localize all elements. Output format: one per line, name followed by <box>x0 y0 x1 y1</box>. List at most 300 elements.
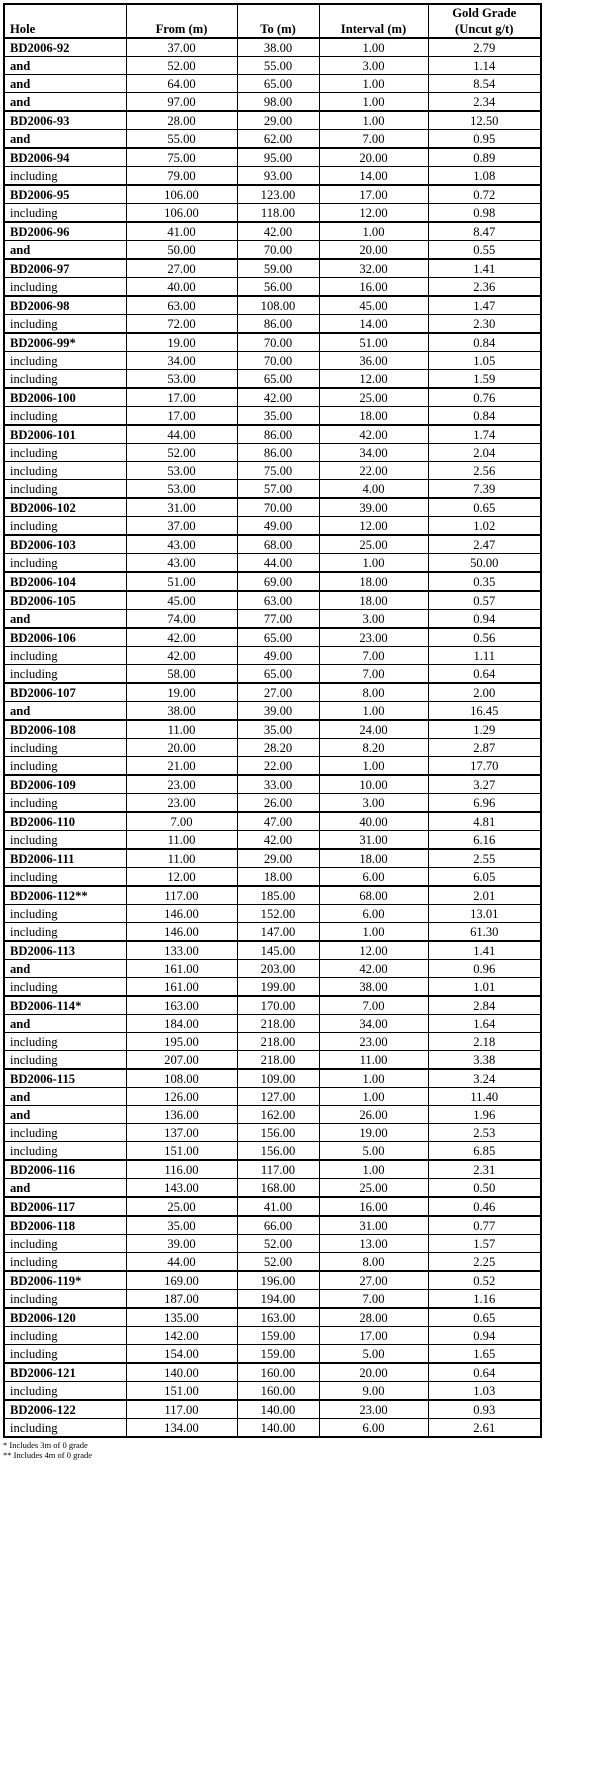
cell-hole: and <box>4 702 126 721</box>
cell-hole: including <box>4 462 126 480</box>
cell-from: 11.00 <box>126 720 237 739</box>
cell-hole: BD2006-115 <box>4 1069 126 1088</box>
cell-from: 151.00 <box>126 1142 237 1161</box>
cell-gold-grade: 2.87 <box>428 739 541 757</box>
header-to: To (m) <box>237 4 319 38</box>
cell-interval: 23.00 <box>319 1400 428 1419</box>
cell-to: 170.00 <box>237 996 319 1015</box>
cell-interval: 51.00 <box>319 333 428 352</box>
cell-hole: including <box>4 665 126 684</box>
cell-gold-grade: 2.18 <box>428 1033 541 1051</box>
cell-from: 134.00 <box>126 1419 237 1438</box>
cell-gold-grade: 2.31 <box>428 1160 541 1179</box>
table-row <box>4 1235 541 1253</box>
cell-gold-grade: 6.16 <box>428 831 541 850</box>
table-row <box>4 1290 541 1309</box>
cell-from: 44.00 <box>126 425 237 444</box>
cell-from: 51.00 <box>126 572 237 591</box>
table-row <box>4 1051 541 1070</box>
cell-to: 145.00 <box>237 941 319 960</box>
cell-from: 64.00 <box>126 75 237 93</box>
table-row <box>4 1015 541 1033</box>
cell-gold-grade: 11.40 <box>428 1088 541 1106</box>
cell-hole: BD2006-99* <box>4 333 126 352</box>
table-row <box>4 720 541 739</box>
cell-to: 86.00 <box>237 425 319 444</box>
cell-hole: BD2006-97 <box>4 259 126 278</box>
cell-interval: 18.00 <box>319 591 428 610</box>
table-row <box>4 665 541 684</box>
cell-hole: including <box>4 407 126 426</box>
cell-from: 7.00 <box>126 812 237 831</box>
cell-interval: 6.00 <box>319 905 428 923</box>
cell-to: 127.00 <box>237 1088 319 1106</box>
cell-from: 75.00 <box>126 148 237 167</box>
cell-interval: 1.00 <box>319 222 428 241</box>
cell-gold-grade: 1.02 <box>428 517 541 536</box>
cell-gold-grade: 2.56 <box>428 462 541 480</box>
cell-from: 72.00 <box>126 315 237 334</box>
cell-hole: and <box>4 1179 126 1198</box>
cell-to: 52.00 <box>237 1253 319 1272</box>
cell-to: 59.00 <box>237 259 319 278</box>
cell-interval: 1.00 <box>319 1088 428 1106</box>
cell-to: 47.00 <box>237 812 319 831</box>
table-row <box>4 222 541 241</box>
cell-from: 117.00 <box>126 886 237 905</box>
cell-hole: including <box>4 1382 126 1401</box>
cell-gold-grade: 0.56 <box>428 628 541 647</box>
cell-interval: 18.00 <box>319 849 428 868</box>
cell-from: 42.00 <box>126 628 237 647</box>
cell-to: 29.00 <box>237 849 319 868</box>
cell-to: 57.00 <box>237 480 319 499</box>
table-row <box>4 960 541 978</box>
cell-gold-grade: 6.96 <box>428 794 541 813</box>
cell-interval: 3.00 <box>319 794 428 813</box>
cell-from: 23.00 <box>126 775 237 794</box>
cell-gold-grade: 0.84 <box>428 407 541 426</box>
header-gold-grade <box>428 4 541 38</box>
cell-interval: 39.00 <box>319 498 428 517</box>
cell-to: 152.00 <box>237 905 319 923</box>
cell-hole: BD2006-94 <box>4 148 126 167</box>
header-from: From (m) <box>126 4 237 38</box>
cell-interval: 17.00 <box>319 185 428 204</box>
cell-interval: 5.00 <box>319 1345 428 1364</box>
cell-gold-grade: 0.93 <box>428 1400 541 1419</box>
cell-interval: 34.00 <box>319 1015 428 1033</box>
cell-from: 108.00 <box>126 1069 237 1088</box>
header-gold-grade-line1: Gold Grade <box>452 6 517 20</box>
cell-from: 37.00 <box>126 517 237 536</box>
cell-interval: 20.00 <box>319 148 428 167</box>
cell-gold-grade: 3.24 <box>428 1069 541 1088</box>
cell-from: 146.00 <box>126 923 237 942</box>
cell-gold-grade: 0.65 <box>428 1308 541 1327</box>
cell-from: 136.00 <box>126 1106 237 1124</box>
cell-to: 218.00 <box>237 1015 319 1033</box>
cell-hole: BD2006-112** <box>4 886 126 905</box>
cell-from: 53.00 <box>126 462 237 480</box>
cell-from: 20.00 <box>126 739 237 757</box>
cell-hole: BD2006-118 <box>4 1216 126 1235</box>
cell-gold-grade: 0.94 <box>428 1327 541 1345</box>
cell-hole: BD2006-101 <box>4 425 126 444</box>
cell-hole: BD2006-116 <box>4 1160 126 1179</box>
cell-interval: 25.00 <box>319 1179 428 1198</box>
cell-gold-grade: 1.11 <box>428 647 541 665</box>
cell-hole: including <box>4 444 126 462</box>
table-row <box>4 683 541 702</box>
cell-to: 26.00 <box>237 794 319 813</box>
cell-gold-grade: 2.34 <box>428 93 541 112</box>
cell-interval: 1.00 <box>319 757 428 776</box>
cell-gold-grade: 0.46 <box>428 1197 541 1216</box>
cell-interval: 8.00 <box>319 683 428 702</box>
cell-hole: including <box>4 1033 126 1051</box>
cell-hole: including <box>4 1235 126 1253</box>
cell-hole: including <box>4 480 126 499</box>
cell-hole: BD2006-117 <box>4 1197 126 1216</box>
cell-hole: including <box>4 370 126 389</box>
cell-to: 42.00 <box>237 831 319 850</box>
cell-gold-grade: 6.05 <box>428 868 541 887</box>
cell-interval: 16.00 <box>319 1197 428 1216</box>
cell-to: 63.00 <box>237 591 319 610</box>
cell-hole: BD2006-111 <box>4 849 126 868</box>
footnote-single-asterisk: * Includes 3m of 0 grade <box>3 1440 88 1450</box>
cell-hole: BD2006-121 <box>4 1363 126 1382</box>
cell-to: 28.20 <box>237 739 319 757</box>
cell-gold-grade: 0.98 <box>428 204 541 223</box>
cell-gold-grade: 0.64 <box>428 665 541 684</box>
cell-hole: including <box>4 868 126 887</box>
cell-to: 22.00 <box>237 757 319 776</box>
cell-hole: including <box>4 905 126 923</box>
cell-interval: 1.00 <box>319 111 428 130</box>
cell-to: 18.00 <box>237 868 319 887</box>
cell-from: 19.00 <box>126 333 237 352</box>
cell-to: 38.00 <box>237 38 319 57</box>
cell-hole: and <box>4 93 126 112</box>
cell-to: 70.00 <box>237 333 319 352</box>
table-row <box>4 167 541 186</box>
cell-to: 55.00 <box>237 57 319 75</box>
cell-hole: BD2006-108 <box>4 720 126 739</box>
cell-from: 27.00 <box>126 259 237 278</box>
cell-to: 42.00 <box>237 388 319 407</box>
table-row <box>4 1197 541 1216</box>
cell-hole: including <box>4 794 126 813</box>
table-row <box>4 1142 541 1161</box>
cell-hole: and <box>4 960 126 978</box>
cell-interval: 1.00 <box>319 554 428 573</box>
cell-gold-grade: 1.05 <box>428 352 541 370</box>
table-row <box>4 425 541 444</box>
cell-from: 39.00 <box>126 1235 237 1253</box>
cell-hole: including <box>4 554 126 573</box>
cell-hole: BD2006-93 <box>4 111 126 130</box>
table-row <box>4 1345 541 1364</box>
cell-gold-grade: 0.76 <box>428 388 541 407</box>
table-row <box>4 1069 541 1088</box>
cell-to: 162.00 <box>237 1106 319 1124</box>
cell-interval: 16.00 <box>319 278 428 297</box>
cell-hole: and <box>4 130 126 149</box>
cell-from: 117.00 <box>126 1400 237 1419</box>
cell-to: 65.00 <box>237 665 319 684</box>
cell-hole: BD2006-103 <box>4 535 126 554</box>
cell-from: 53.00 <box>126 480 237 499</box>
cell-interval: 9.00 <box>319 1382 428 1401</box>
cell-gold-grade: 0.95 <box>428 130 541 149</box>
cell-to: 199.00 <box>237 978 319 997</box>
cell-interval: 4.00 <box>319 480 428 499</box>
cell-to: 159.00 <box>237 1327 319 1345</box>
cell-from: 19.00 <box>126 683 237 702</box>
cell-gold-grade: 1.08 <box>428 167 541 186</box>
header-interval: Interval (m) <box>319 4 428 38</box>
cell-to: 117.00 <box>237 1160 319 1179</box>
table-row <box>4 1088 541 1106</box>
cell-from: 38.00 <box>126 702 237 721</box>
table-row <box>4 370 541 389</box>
cell-interval: 6.00 <box>319 868 428 887</box>
cell-to: 86.00 <box>237 444 319 462</box>
cell-gold-grade: 0.89 <box>428 148 541 167</box>
cell-gold-grade: 0.50 <box>428 1179 541 1198</box>
table-row <box>4 333 541 352</box>
cell-to: 86.00 <box>237 315 319 334</box>
cell-from: 11.00 <box>126 831 237 850</box>
table-row <box>4 185 541 204</box>
header-gold-grade-line2: (Uncut g/t) <box>455 22 514 36</box>
cell-to: 69.00 <box>237 572 319 591</box>
header-hole: Hole <box>4 4 126 38</box>
table-row <box>4 517 541 536</box>
cell-interval: 3.00 <box>319 57 428 75</box>
table-row <box>4 498 541 517</box>
cell-hole: BD2006-104 <box>4 572 126 591</box>
cell-to: 33.00 <box>237 775 319 794</box>
cell-from: 45.00 <box>126 591 237 610</box>
cell-from: 142.00 <box>126 1327 237 1345</box>
cell-to: 70.00 <box>237 241 319 260</box>
cell-gold-grade: 0.55 <box>428 241 541 260</box>
cell-gold-grade: 2.79 <box>428 38 541 57</box>
cell-gold-grade: 13.01 <box>428 905 541 923</box>
cell-from: 151.00 <box>126 1382 237 1401</box>
cell-interval: 12.00 <box>319 941 428 960</box>
cell-to: 77.00 <box>237 610 319 629</box>
cell-from: 161.00 <box>126 978 237 997</box>
cell-interval: 38.00 <box>319 978 428 997</box>
cell-to: 93.00 <box>237 167 319 186</box>
cell-interval: 14.00 <box>319 167 428 186</box>
cell-gold-grade: 2.47 <box>428 535 541 554</box>
cell-hole: and <box>4 1015 126 1033</box>
cell-from: 63.00 <box>126 296 237 315</box>
table-row <box>4 610 541 629</box>
table-row <box>4 1308 541 1327</box>
cell-hole: BD2006-102 <box>4 498 126 517</box>
table-row <box>4 702 541 721</box>
cell-from: 55.00 <box>126 130 237 149</box>
cell-hole: and <box>4 241 126 260</box>
cell-from: 154.00 <box>126 1345 237 1364</box>
cell-to: 98.00 <box>237 93 319 112</box>
cell-hole: including <box>4 978 126 997</box>
cell-interval: 3.00 <box>319 610 428 629</box>
cell-hole: including <box>4 757 126 776</box>
cell-to: 203.00 <box>237 960 319 978</box>
header-row <box>4 4 541 38</box>
cell-hole: BD2006-92 <box>4 38 126 57</box>
cell-interval: 23.00 <box>319 628 428 647</box>
cell-interval: 36.00 <box>319 352 428 370</box>
cell-gold-grade: 1.41 <box>428 941 541 960</box>
cell-from: 40.00 <box>126 278 237 297</box>
cell-interval: 19.00 <box>319 1124 428 1142</box>
cell-to: 65.00 <box>237 370 319 389</box>
cell-interval: 34.00 <box>319 444 428 462</box>
cell-from: 106.00 <box>126 185 237 204</box>
cell-interval: 17.00 <box>319 1327 428 1345</box>
cell-interval: 14.00 <box>319 315 428 334</box>
cell-to: 140.00 <box>237 1419 319 1438</box>
cell-from: 50.00 <box>126 241 237 260</box>
cell-hole: and <box>4 57 126 75</box>
cell-from: 195.00 <box>126 1033 237 1051</box>
table-row <box>4 148 541 167</box>
cell-from: 161.00 <box>126 960 237 978</box>
cell-to: 62.00 <box>237 130 319 149</box>
cell-hole: and <box>4 75 126 93</box>
cell-gold-grade: 2.84 <box>428 996 541 1015</box>
cell-gold-grade: 1.64 <box>428 1015 541 1033</box>
cell-hole: BD2006-100 <box>4 388 126 407</box>
table-row <box>4 1382 541 1401</box>
cell-to: 196.00 <box>237 1271 319 1290</box>
cell-gold-grade: 2.01 <box>428 886 541 905</box>
cell-hole: including <box>4 831 126 850</box>
cell-interval: 20.00 <box>319 241 428 260</box>
table-row <box>4 941 541 960</box>
cell-interval: 12.00 <box>319 204 428 223</box>
table-row <box>4 1033 541 1051</box>
drill-results-document <box>3 3 540 1460</box>
table-row <box>4 278 541 297</box>
table-row <box>4 462 541 480</box>
cell-gold-grade: 0.35 <box>428 572 541 591</box>
table-row <box>4 775 541 794</box>
table-row <box>4 1160 541 1179</box>
cell-hole: and <box>4 1106 126 1124</box>
cell-gold-grade: 0.77 <box>428 1216 541 1235</box>
cell-interval: 18.00 <box>319 407 428 426</box>
cell-interval: 20.00 <box>319 1363 428 1382</box>
cell-hole: BD2006-105 <box>4 591 126 610</box>
cell-from: 74.00 <box>126 610 237 629</box>
cell-from: 143.00 <box>126 1179 237 1198</box>
cell-gold-grade: 2.36 <box>428 278 541 297</box>
cell-to: 218.00 <box>237 1051 319 1070</box>
table-row <box>4 554 541 573</box>
cell-from: 163.00 <box>126 996 237 1015</box>
cell-hole: including <box>4 739 126 757</box>
table-row <box>4 868 541 887</box>
cell-from: 52.00 <box>126 57 237 75</box>
cell-gold-grade: 0.64 <box>428 1363 541 1382</box>
cell-to: 109.00 <box>237 1069 319 1088</box>
cell-to: 29.00 <box>237 111 319 130</box>
cell-to: 70.00 <box>237 352 319 370</box>
cell-interval: 28.00 <box>319 1308 428 1327</box>
cell-hole: including <box>4 1345 126 1364</box>
cell-gold-grade: 0.52 <box>428 1271 541 1290</box>
cell-hole: BD2006-95 <box>4 185 126 204</box>
cell-from: 53.00 <box>126 370 237 389</box>
cell-interval: 31.00 <box>319 831 428 850</box>
table-row <box>4 812 541 831</box>
cell-gold-grade: 2.53 <box>428 1124 541 1142</box>
cell-from: 12.00 <box>126 868 237 887</box>
cell-interval: 42.00 <box>319 960 428 978</box>
table-row <box>4 739 541 757</box>
cell-from: 52.00 <box>126 444 237 462</box>
cell-interval: 12.00 <box>319 370 428 389</box>
table-row <box>4 259 541 278</box>
cell-hole: including <box>4 204 126 223</box>
cell-gold-grade: 0.94 <box>428 610 541 629</box>
cell-interval: 24.00 <box>319 720 428 739</box>
cell-gold-grade: 7.39 <box>428 480 541 499</box>
cell-from: 169.00 <box>126 1271 237 1290</box>
cell-gold-grade: 1.01 <box>428 978 541 997</box>
cell-from: 133.00 <box>126 941 237 960</box>
cell-hole: BD2006-109 <box>4 775 126 794</box>
cell-interval: 1.00 <box>319 75 428 93</box>
cell-gold-grade: 2.61 <box>428 1419 541 1438</box>
cell-to: 65.00 <box>237 628 319 647</box>
table-row <box>4 130 541 149</box>
cell-gold-grade: 1.29 <box>428 720 541 739</box>
cell-gold-grade: 1.65 <box>428 1345 541 1364</box>
table-row <box>4 1271 541 1290</box>
cell-gold-grade: 1.59 <box>428 370 541 389</box>
cell-gold-grade: 1.57 <box>428 1235 541 1253</box>
cell-gold-grade: 16.45 <box>428 702 541 721</box>
cell-from: 42.00 <box>126 647 237 665</box>
cell-hole: BD2006-96 <box>4 222 126 241</box>
cell-from: 35.00 <box>126 1216 237 1235</box>
cell-to: 68.00 <box>237 535 319 554</box>
cell-to: 75.00 <box>237 462 319 480</box>
cell-to: 168.00 <box>237 1179 319 1198</box>
cell-interval: 42.00 <box>319 425 428 444</box>
cell-interval: 22.00 <box>319 462 428 480</box>
table-row <box>4 628 541 647</box>
footnote-double-asterisk: ** Includes 4m of 0 grade <box>3 1450 92 1460</box>
cell-interval: 8.00 <box>319 1253 428 1272</box>
drill-results-table <box>3 3 542 1438</box>
cell-interval: 7.00 <box>319 647 428 665</box>
cell-hole: BD2006-113 <box>4 941 126 960</box>
cell-from: 146.00 <box>126 905 237 923</box>
table-row <box>4 93 541 112</box>
cell-to: 39.00 <box>237 702 319 721</box>
